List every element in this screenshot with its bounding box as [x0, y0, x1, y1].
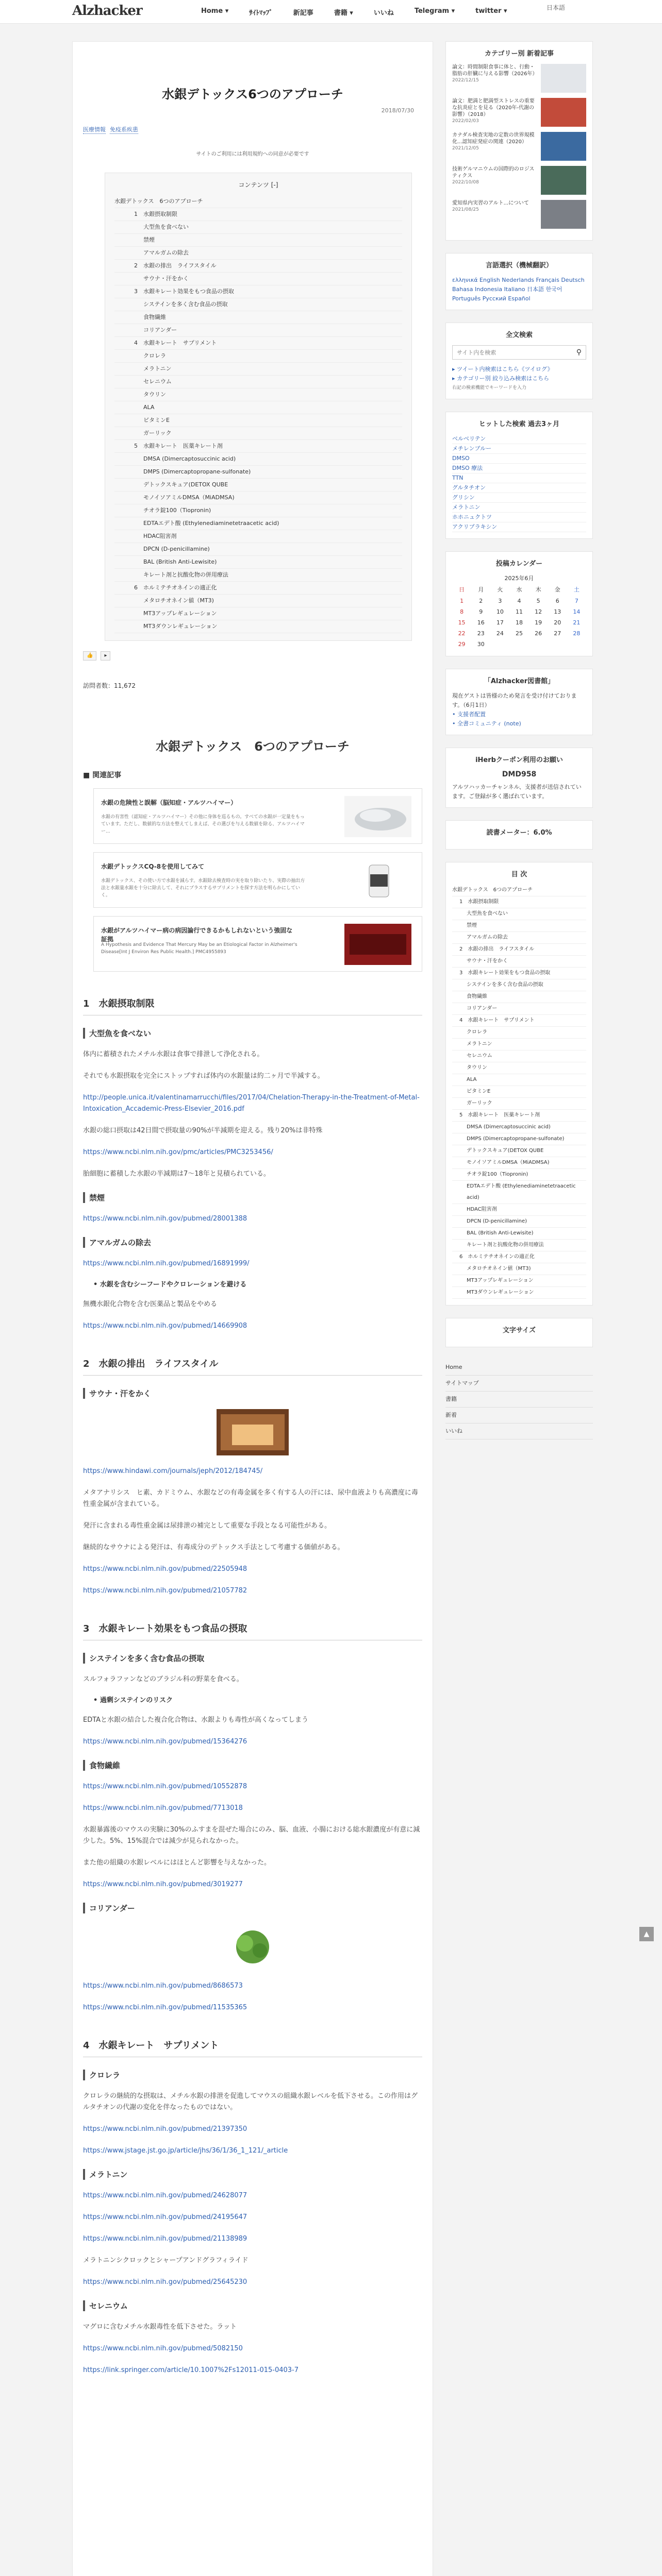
- sidebar-toc-item[interactable]: DMSA (Dimercaptosuccinic acid): [452, 1122, 586, 1133]
- sidebar-toc-item[interactable]: EDTAエデト酸 (Ethylenediaminetetraacetic acid): [452, 1181, 586, 1204]
- news-date: 2022/10/08: [452, 180, 479, 185]
- reference-link[interactable]: https://www.ncbi.nlm.nih.gov/pubmed/25645230: [83, 2278, 247, 2286]
- reference-link[interactable]: https://www.ncbi.nlm.nih.gov/pubmed/24628077: [83, 2192, 247, 2199]
- nav-books[interactable]: 書籍 ▾: [334, 9, 353, 17]
- calendar-day[interactable]: 15: [458, 619, 466, 626]
- news-text: [452, 200, 537, 229]
- share-button[interactable]: ▸: [101, 651, 110, 660]
- related-card-desc: A Hypothesis and Evidence That Mercury May be an Etiological Factor in Alzheimer's Disease[Int J Environ Res Public Health.] PMC4955893: [101, 942, 297, 955]
- calendar-weekday: 日: [459, 586, 465, 593]
- coupon-code: DMD958: [502, 770, 537, 778]
- subsection-heading: 大型魚を食べない: [83, 1028, 422, 1039]
- library-text: 現在ゲストは皆様のため発言を受け付けております。（6月1日）: [452, 692, 577, 708]
- keyword-list: [452, 434, 586, 532]
- sidebar-toc-item[interactable]: BAL (British Anti-Lewisite): [452, 1228, 586, 1240]
- toc-item[interactable]: 5 水銀キレート 医薬キレート剤: [114, 440, 402, 453]
- news-item[interactable]: [452, 132, 586, 161]
- paragraph: スルフォラファンなどのブラジル科の野菜を食べる。: [83, 1675, 243, 1683]
- sidebar-toc-item[interactable]: コリアンダー: [452, 1003, 586, 1015]
- back-to-top-button[interactable]: ▲: [639, 1927, 654, 1941]
- paragraph: 無機水銀化合物を含む医薬品と製品をやめる: [83, 1300, 218, 1308]
- sidebar-toc-item[interactable]: 5 水銀キレート 医薬キレート剤: [452, 1110, 586, 1122]
- sidebar-toc-item[interactable]: DMPS (Dimercaptopropane-sulfonate): [452, 1133, 586, 1145]
- reading-meter: 読書メーター：6.0%: [486, 829, 552, 837]
- subsection-heading: アマルガムの除去: [83, 1237, 422, 1248]
- site-header: [0, 0, 662, 24]
- toc-list: [114, 195, 402, 633]
- main-nav: [191, 7, 518, 17]
- search-widget: [445, 323, 593, 399]
- toc-item[interactable]: メラトニン: [114, 363, 402, 376]
- sidebar-toc-item[interactable]: 水銀デトックス 6つのアプローチ: [452, 885, 586, 896]
- tag[interactable]: 医療情報: [83, 126, 106, 133]
- article-title: 水銀デトックス6つのアプローチ: [162, 87, 343, 101]
- library-link[interactable]: • 全書コミュニティ (note): [452, 720, 521, 727]
- toc-item[interactable]: DMSA (Dimercaptosuccinic acid): [114, 453, 402, 466]
- toc-item[interactable]: キレート剤と抗酸化物の併用療法: [114, 569, 402, 582]
- keyword-item[interactable]: グリシン: [452, 493, 586, 503]
- share-bar: [83, 651, 433, 660]
- news-date: 2021/08/25: [452, 207, 479, 212]
- news-date: 2022/12/15: [452, 78, 479, 83]
- library-link-text: 支援者配置: [457, 711, 486, 718]
- toc-item[interactable]: サウナ・汗をかく: [114, 273, 402, 285]
- section-heading: 4 水銀キレート サプリメント: [83, 2038, 422, 2057]
- card-image: [344, 796, 411, 837]
- calendar-day: [490, 639, 509, 650]
- sidebar-toc-item[interactable]: ガーリック: [452, 1098, 586, 1110]
- calendar-day[interactable]: 7: [574, 598, 578, 604]
- toc-item[interactable]: メタロチオネイン値（MT3): [114, 595, 402, 607]
- reference-link[interactable]: https://www.ncbi.nlm.nih.gov/pubmed/14669908: [83, 1322, 247, 1330]
- site-logo[interactable]: Alzhacker: [72, 3, 142, 19]
- widget-title: 言語選択（機械翻訳）: [485, 262, 553, 269]
- nav-likes[interactable]: いいね: [373, 9, 394, 17]
- nav-twitter[interactable]: twitter ▾: [475, 7, 507, 15]
- related-card[interactable]: [93, 852, 422, 908]
- sidebar-toc-item[interactable]: デトックスキュア(DETOX QUBE: [452, 1145, 586, 1157]
- calendar-day[interactable]: 4: [517, 598, 521, 604]
- sidebar-toc-item[interactable]: MT3アップレギュレーション: [452, 1275, 586, 1287]
- toc-item[interactable]: 食物繊維: [114, 311, 402, 324]
- calendar-day[interactable]: 21: [573, 619, 581, 626]
- keyword-item[interactable]: ホホニュクトツ: [452, 513, 586, 522]
- subsection-heading: メラトニン: [83, 2169, 422, 2180]
- calendar-day[interactable]: 25: [515, 630, 523, 637]
- nav-telegram[interactable]: Telegram ▾: [414, 7, 455, 15]
- calendar-day[interactable]: 19: [535, 619, 542, 626]
- library-widget: [445, 669, 593, 735]
- sidebar-toc-item[interactable]: クロレラ: [452, 1027, 586, 1039]
- footer-link[interactable]: 新着: [445, 1408, 593, 1423]
- nav-home[interactable]: Home ▾: [201, 7, 229, 15]
- paragraph: 水銀暴露後のマウスの実験に30%のふすまを混ぜた場合にのみ、脳、血液、小腸における総水銀濃度が有意に減少した。5%、15%混合では減少が見られなかった。: [83, 1826, 420, 1845]
- paragraph: 水銀の総口摂取は42日間で摂取量の90%が半減期を迎える。残り20%は非特殊: [83, 1127, 323, 1134]
- widget-title: 目 次: [511, 871, 527, 878]
- sidebar-toc-item[interactable]: 1 水銀摂取制限: [452, 896, 586, 908]
- subsection-heading: 食物繊維: [83, 1760, 422, 1771]
- news-thumbnail: [541, 200, 586, 229]
- toc-title[interactable]: コンテンツ [-]: [238, 181, 278, 189]
- news-item[interactable]: [452, 98, 586, 127]
- footer-link[interactable]: いいね: [445, 1423, 593, 1439]
- calendar-weekday: 火: [497, 586, 503, 593]
- paragraph: 発汗に含まれる毒性重金属は尿排泄の補完として重要な手段となる可能性がある。: [83, 1522, 332, 1530]
- calendar-day[interactable]: 9: [479, 608, 483, 615]
- sidebar-toc-item[interactable]: 6 ホルミテチオネインの適正化: [452, 1251, 586, 1263]
- calendar-day[interactable]: 10: [496, 608, 504, 615]
- font-size-widget: [445, 1318, 593, 1347]
- toc-item[interactable]: チオラ錠100（Tiopronin): [114, 504, 402, 517]
- keyword-item[interactable]: メチレンブルー: [452, 444, 586, 454]
- reference-link[interactable]: https://www.ncbi.nlm.nih.gov/pmc/articles/PMC3253456/: [83, 1148, 273, 1156]
- calendar-day[interactable]: 14: [573, 608, 581, 615]
- subsection-heading: クロレラ: [83, 2070, 422, 2080]
- bullet-heading: • 水銀を含むシーフードやクロレーションを避ける: [93, 1281, 247, 1289]
- section-heading: 2 水銀の排出 ライフスタイル: [83, 1357, 422, 1376]
- toc-item[interactable]: タウリン: [114, 388, 402, 401]
- related-heading: ■ 関連記事: [83, 771, 122, 779]
- toc-item[interactable]: クロレラ: [114, 350, 402, 363]
- section-heading: 1 水銀摂取制限: [83, 996, 422, 1015]
- toc-item[interactable]: 4 水銀キレート サプリメント: [114, 337, 402, 350]
- news-thumbnail: [541, 98, 586, 127]
- sidebar-toc: [452, 885, 586, 1299]
- calendar-day[interactable]: 16: [477, 619, 485, 626]
- paragraph: 体内に蓄積されたメチル水銀は食事で排泄して浄化される。: [83, 1050, 264, 1058]
- sidebar-toc-item[interactable]: サウナ・汗をかく: [452, 956, 586, 968]
- toc-item[interactable]: 禁煙: [114, 234, 402, 247]
- paragraph: また他の組織の水銀レベルにはほとんど影響を与えなかった。: [83, 1859, 271, 1867]
- toc-item[interactable]: MT3アップレギュレーション: [114, 607, 402, 620]
- search-note: 右記の検索機能でキーワードを入力: [452, 385, 527, 391]
- calendar-weekday: 月: [478, 586, 484, 593]
- subsection-heading: サウナ・汗をかく: [83, 1388, 422, 1399]
- cilantro-image: [217, 1924, 289, 1970]
- widget-title: 全文検索: [505, 331, 533, 339]
- paragraph: クロレラの継続的な摂取は、メチル水銀の排泄を促進してマウスの組織水銀レベルを低下させる。この作用はグルタチオンの代謝の変化を伴なったものではない。: [83, 2092, 418, 2111]
- toc-item[interactable]: デトックスキュア(DETOX QUBE: [114, 479, 402, 492]
- card-image: [344, 860, 411, 901]
- sidebar-toc-item[interactable]: 4 水銀キレート サプリメント: [452, 1015, 586, 1027]
- widget-title: ヒットした検索 過去3ヶ月: [478, 420, 560, 428]
- toc-item[interactable]: EDTAエデト酸 (Ethylenediaminetetraacetic acid): [114, 517, 402, 530]
- sidebar-toc-item[interactable]: 大型魚を食べない: [452, 908, 586, 920]
- subsection-heading: セレニウム: [83, 2300, 422, 2311]
- related-card-desc: 水銀デトックス、その使い方で水銀を減らす。水銀除去検査時の実を取り除いたり、実際の抽出方法と水銀量水銀を十分に除去して、それにプラスするサプリメントを探す方法を明らかにしていく。: [101, 878, 305, 898]
- calendar-day[interactable]: 28: [573, 630, 581, 637]
- sidebar-footer-links: [445, 1360, 593, 1439]
- news-date: 2022/02/03: [452, 118, 479, 124]
- toc-item[interactable]: コリアンダー: [114, 324, 402, 337]
- counter-widget: [445, 820, 593, 850]
- related-card-desc: 水銀の有害性（認知症・アルツハイマー）その他に身体を巡るもの。すべての水銀が一定量をもっています。ただし、数値的な方法を整えてしまえば、その選びを与える数値を除る、アルツハイマー...: [101, 815, 305, 834]
- sidebar-toc-item[interactable]: 3 水銀キレート効果をもつ食品の摂取: [452, 968, 586, 979]
- calendar-day[interactable]: 27: [554, 630, 561, 637]
- news-title: 論文：肥満と肥満型ストレスの重要な抗炎症とを見る（2020年-代謝の影響）（2018）: [452, 98, 535, 117]
- subsection-heading: コリアンダー: [83, 1903, 422, 1913]
- sidebar-toc-item[interactable]: キレート剤と抗酸化物の併用療法: [452, 1240, 586, 1251]
- reference-link[interactable]: http://people.unica.it/valentinamarrucchi/files/2017/04/Chelation-Therapy-in-the-Treatment-of-Metal-Intoxication_Accademic-Press-Elsevier_2016.pdf: [83, 1094, 420, 1113]
- news-text: [452, 166, 537, 195]
- news-text: [452, 132, 537, 161]
- visitor-count: 訪問者数：11,672: [83, 682, 136, 689]
- toc-item[interactable]: 3 水銀キレート効果をもつ食品の摂取: [114, 285, 402, 298]
- widget-title: 文字サイズ: [503, 1327, 536, 1334]
- sidebar-toc-item[interactable]: チオラ錠100（Tiopronin): [452, 1169, 586, 1181]
- calendar-month: 2025年6月: [504, 575, 534, 582]
- sidebar-toc-item[interactable]: ALA: [452, 1074, 586, 1086]
- calendar-day: [529, 639, 548, 650]
- table-of-contents: [105, 173, 412, 641]
- sidebar-toc-item[interactable]: 食物繊維: [452, 991, 586, 1003]
- terms-note: サイトのご利用には利用規約への同意が必要です: [196, 151, 309, 157]
- calendar-day[interactable]: 18: [515, 619, 523, 626]
- calendar-weekday: 金: [554, 586, 560, 593]
- widget-title: 「Alzhacker図書館」: [484, 677, 555, 685]
- toc-item[interactable]: セレニウム: [114, 376, 402, 388]
- news-thumbnail: [541, 64, 586, 93]
- news-title: 愛知県内実習のアルト...について: [452, 200, 529, 206]
- sidebar-toc-item[interactable]: 禁煙: [452, 920, 586, 932]
- news-list: [452, 64, 586, 229]
- calendar-day[interactable]: 29: [458, 641, 466, 648]
- paragraph: EDTAと水銀の結合した複合化合物は、水銀よりも毒性が高くなってしまう: [83, 1716, 309, 1724]
- subsection-heading: システインを多く含む食品の摂取: [83, 1653, 422, 1664]
- reference-link[interactable]: https://www.ncbi.nlm.nih.gov/pubmed/8686573: [83, 1982, 243, 1990]
- related-card[interactable]: [93, 788, 422, 844]
- iherb-widget: [445, 748, 593, 808]
- sidebar-toc-item[interactable]: メラトニン: [452, 1039, 586, 1050]
- sidebar-toc-item[interactable]: 2 水銀の排出 ライフスタイル: [452, 944, 586, 956]
- toc-item[interactable]: 6 ホルミテチオネインの適正化: [114, 582, 402, 595]
- tag-list: [83, 125, 433, 134]
- bullet-text: 水銀を含むシーフードやクロレーションを避ける: [100, 1281, 247, 1289]
- article-sections: [73, 996, 433, 2376]
- reference-link[interactable]: https://www.ncbi.nlm.nih.gov/pubmed/10552878: [83, 1783, 247, 1790]
- calendar-day[interactable]: 26: [535, 630, 542, 637]
- related-card-title: 水銀の危険性と誤解（脳知症・アルツハイマー）: [101, 799, 237, 806]
- keyword-item[interactable]: TTN: [452, 473, 586, 483]
- toc-item[interactable]: ALA: [114, 401, 402, 414]
- reference-link[interactable]: https://www.ncbi.nlm.nih.gov/pubmed/5082150: [83, 2345, 243, 2352]
- iherb-text: アルツハッカーチャンネル、支援者が送信されています。ご登録が多く選ばれています。: [452, 784, 582, 800]
- news-title: 論文：時間制限食事に体と、行動・脂肪の肝臓に与える影響（2026年）: [452, 64, 538, 77]
- news-text: [452, 98, 537, 127]
- news-title: カナダル検査実地の定数の世界規模化...認知症発症の関連（2020）: [452, 132, 535, 145]
- toc-item[interactable]: ビタミンE: [114, 414, 402, 427]
- nav-sitemap[interactable]: ｻｲﾄﾏｯﾌﾟ: [249, 9, 273, 17]
- news-item[interactable]: [452, 200, 586, 229]
- sidebar-toc-item[interactable]: アマルガムの除去: [452, 932, 586, 944]
- reference-link[interactable]: https://www.hindawi.com/journals/jeph/2012/184745/: [83, 1467, 263, 1475]
- article-date: 2018/07/30: [381, 107, 414, 114]
- calendar-widget: [445, 551, 593, 656]
- calendar-day[interactable]: 20: [554, 619, 561, 626]
- calendar-day[interactable]: 2: [479, 598, 483, 604]
- calendar-day[interactable]: 5: [536, 598, 540, 604]
- sidebar-toc-item[interactable]: タウリン: [452, 1062, 586, 1074]
- toc-item[interactable]: 2 水銀の排出 ライフスタイル: [114, 260, 402, 273]
- card-image: [344, 924, 411, 965]
- bullet-heading: • 過剰システインのリスク: [93, 1697, 173, 1704]
- toc-item[interactable]: ガーリック: [114, 427, 402, 440]
- subsection-heading: 禁煙: [83, 1192, 422, 1203]
- keyword-item[interactable]: ベルベリテン: [452, 434, 586, 444]
- sidebar-toc-item[interactable]: DPCN (D-penicillamine): [452, 1216, 586, 1228]
- sidebar-toc-item[interactable]: HDAC阻害剤: [452, 1204, 586, 1216]
- paragraph: 胎細胞に蓄積した水銀の半減期は7〜18年と見積られている。: [83, 1170, 270, 1178]
- calendar-day[interactable]: 30: [477, 641, 485, 648]
- paragraph: マグロに含むメチル水銀毒性を低下させた。ラット: [83, 2323, 237, 2331]
- paragraph: それでも水銀摂取を完全にストップすれば体内の水銀量は約二ヶ月で半減する。: [83, 1072, 324, 1080]
- toc-item[interactable]: 1 水銀摂取制限: [114, 208, 402, 221]
- related-card[interactable]: [93, 916, 422, 972]
- paragraph: メラトニンシクロックとシャープアンドグラフィライド: [83, 2257, 249, 2264]
- search-input[interactable]: [457, 349, 560, 356]
- sidebar: [445, 41, 593, 1439]
- calendar-weekday: 木: [535, 586, 541, 593]
- calendar-weekday: 水: [516, 586, 522, 593]
- content-heading: 水銀デトックス 6つのアプローチ: [156, 739, 350, 754]
- reference-link[interactable]: https://www.ncbi.nlm.nih.gov/pubmed/21138989: [83, 2235, 247, 2243]
- news-thumbnail: [541, 132, 586, 161]
- search-link[interactable]: ▸ カテゴリー別 絞り込み検索はこちら: [452, 375, 550, 382]
- calendar-table: [452, 583, 586, 650]
- library-link-text: 全書コミュニティ (note): [457, 720, 521, 727]
- sidebar-toc-item[interactable]: MT3ダウンレギュレーション: [452, 1287, 586, 1299]
- news-text: [452, 64, 537, 93]
- search-icon[interactable]: ⚲: [576, 348, 582, 357]
- toc-item[interactable]: DMPS (Dimercaptopropane-sulfonate): [114, 466, 402, 479]
- calendar-day[interactable]: 3: [498, 598, 502, 604]
- reference-link[interactable]: https://link.springer.com/article/10.1007%2Fs12011-015-0403-7: [83, 2366, 299, 2374]
- calendar-day[interactable]: 13: [554, 608, 561, 615]
- language-widget: [445, 253, 593, 310]
- toc-item[interactable]: システインを多く含む食品の摂取: [114, 298, 402, 311]
- toc-item[interactable]: HDAC阻害剤: [114, 530, 402, 543]
- keyword-item[interactable]: メラトニン: [452, 503, 586, 513]
- related-card-title: 水銀デトックスCQ-8を使用してみて: [101, 863, 205, 870]
- library-link[interactable]: • 支援者配置: [452, 711, 486, 718]
- language-links[interactable]: ελληνικά English Nederlands Français Deutsch Bahasa Indonesia Italiano 日本語 한국어 Português Русский Español: [452, 277, 585, 302]
- search-link-text: カテゴリー別 絞り込み検索はこちら: [457, 375, 550, 382]
- toc-item[interactable]: アマルガムの除去: [114, 247, 402, 260]
- reference-link[interactable]: https://www.ncbi.nlm.nih.gov/pubmed/3019277: [83, 1880, 243, 1888]
- calendar-day[interactable]: 22: [458, 630, 466, 637]
- reference-link[interactable]: https://www.ncbi.nlm.nih.gov/pubmed/15364276: [83, 1738, 247, 1745]
- paragraph: メタアナリシス ヒ素、カドミウム、水銀などの有毒金属を多く有する人の汗には、尿中血液よりも高濃度に毒性重金属が含まれている。: [83, 1489, 418, 1508]
- calendar-day[interactable]: 1: [460, 598, 464, 604]
- keyword-item[interactable]: DMSO: [452, 454, 586, 464]
- keywords-widget: [445, 412, 593, 539]
- news-date: 2021/12/05: [452, 146, 479, 151]
- tag[interactable]: 免疫系疾患: [110, 126, 138, 133]
- news-title: 技術ゲルマニウムの国際的のロジスティクス: [452, 166, 535, 179]
- related-card-title: 水銀がアルツハイマー病の病因論行できるかもしれないという強固な証拠: [101, 927, 293, 943]
- nav-new[interactable]: 新記事: [293, 9, 313, 17]
- calendar-day[interactable]: 24: [496, 630, 504, 637]
- calendar-day: [548, 639, 567, 650]
- search-link-text: ツイート内検索はこちら《ツイログ》: [457, 366, 553, 372]
- footer-link[interactable]: サイトマップ: [445, 1376, 593, 1392]
- news-thumbnail: [541, 166, 586, 195]
- sidebar-toc-item[interactable]: システインを多く含む食品の摂取: [452, 979, 586, 991]
- keyword-item[interactable]: DMSO 療法: [452, 464, 586, 473]
- toc-item[interactable]: BAL (British Anti-Lewisite): [114, 556, 402, 569]
- sauna-image: [217, 1409, 289, 1455]
- reference-link[interactable]: https://www.ncbi.nlm.nih.gov/pubmed/22505948: [83, 1565, 247, 1573]
- news-item[interactable]: [452, 64, 586, 93]
- calendar-day[interactable]: 23: [477, 630, 485, 637]
- toc-item[interactable]: モノイソアミルDMSA（MiADMSA): [114, 492, 402, 504]
- sidebar-toc-item[interactable]: ビタミンE: [452, 1086, 586, 1098]
- paragraph: 継続的なサウナによる発汗は、有毒成分のデトックス手法として考慮する価値がある。: [83, 1544, 344, 1551]
- new-posts-widget: [445, 41, 593, 241]
- reference-link[interactable]: https://www.ncbi.nlm.nih.gov/pubmed/7713018: [83, 1804, 243, 1812]
- search-link[interactable]: ▸ ツイート内検索はこちら《ツイログ》: [452, 366, 553, 372]
- news-item[interactable]: [452, 166, 586, 195]
- reference-link[interactable]: https://www.ncbi.nlm.nih.gov/pubmed/24195647: [83, 2213, 247, 2221]
- keyword-item[interactable]: グルタチオン: [452, 483, 586, 493]
- calendar-day[interactable]: 12: [535, 608, 542, 615]
- section-heading: 3 水銀キレート効果をもつ食品の摂取: [83, 1621, 422, 1640]
- calendar-weekday: 土: [573, 586, 580, 593]
- reference-link[interactable]: https://www.ncbi.nlm.nih.gov/pubmed/21397350: [83, 2125, 247, 2133]
- toc-widget: [445, 862, 593, 1306]
- reference-link[interactable]: https://www.ncbi.nlm.nih.gov/pubmed/28001388: [83, 1215, 247, 1223]
- like-button[interactable]: 👍: [83, 651, 96, 660]
- sidebar-toc-item[interactable]: モノイソアミルDMSA（MiADMSA): [452, 1157, 586, 1169]
- calendar-day: [509, 639, 528, 650]
- toc-item[interactable]: MT3ダウンレギュレーション: [114, 620, 402, 633]
- language-select[interactable]: 日本語: [547, 4, 566, 11]
- reference-link[interactable]: https://www.jstage.jst.go.jp/article/jhs/36/1/36_1_121/_article: [83, 2147, 288, 2155]
- reference-link[interactable]: https://www.ncbi.nlm.nih.gov/pubmed/16891999/: [83, 1260, 250, 1267]
- sidebar-toc-item[interactable]: メタロチオネイン値（MT3): [452, 1263, 586, 1275]
- calendar-day: [567, 639, 586, 650]
- calendar-day[interactable]: 17: [496, 619, 504, 626]
- calendar-day[interactable]: 6: [555, 598, 559, 604]
- sidebar-toc-item[interactable]: セレニウム: [452, 1050, 586, 1062]
- toc-item[interactable]: 大型魚を食べない: [114, 221, 402, 234]
- reference-link[interactable]: https://www.ncbi.nlm.nih.gov/pubmed/21057782: [83, 1587, 247, 1595]
- widget-title: iHerbクーポン利用のお願い: [475, 756, 563, 764]
- related-heading-text: 関連記事: [92, 771, 122, 779]
- footer-link[interactable]: 書籍: [445, 1392, 593, 1408]
- widget-title: 投稿カレンダー: [495, 560, 543, 568]
- toc-item[interactable]: 水銀デトックス 6つのアプローチ: [114, 195, 402, 208]
- reference-link[interactable]: https://www.ncbi.nlm.nih.gov/pubmed/11535365: [83, 2004, 247, 2011]
- calendar-day[interactable]: 8: [460, 608, 464, 615]
- footer-link[interactable]: Home: [445, 1360, 593, 1376]
- keyword-item[interactable]: アクリプラキシン: [452, 522, 586, 532]
- widget-title: カテゴリー別 新着記事: [484, 50, 554, 58]
- bullet-text: 過剰システインのリスク: [100, 1697, 173, 1704]
- toc-item[interactable]: DPCN (D-penicillamine): [114, 543, 402, 556]
- article-main: [72, 41, 433, 2576]
- calendar-day[interactable]: 11: [515, 608, 523, 615]
